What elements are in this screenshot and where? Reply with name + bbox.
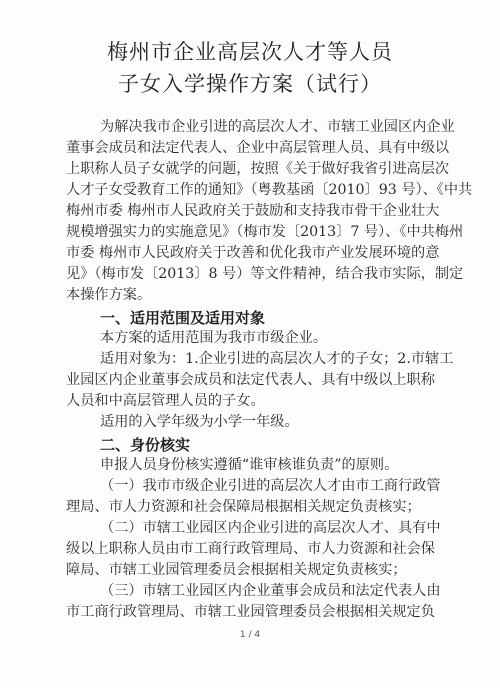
intro-line-6: 规模增强实力的实施意见》（梅市发〔2013〕7 号）、《中共梅州	[66, 224, 464, 240]
intro-line-4: 人才子女受教育工作的通知》（粤教基函〔2010〕93 号）、《中共	[66, 182, 473, 198]
section-1-line-5: 适用的入学年级为小学一年级。	[100, 414, 299, 430]
intro-line-2: 董事会成员和法定代表人、企业中高层管理人员、具有中级以	[66, 140, 450, 156]
intro-line-1: 为解决我市企业引进的高层次人才、市辖工业园区内企业	[100, 119, 455, 135]
section-2-line-3: 理局、市人力资源和社会保障局根据相关规定负责核实；	[66, 499, 421, 515]
section-1-heading: 一、适用范围及适用对象	[100, 309, 266, 327]
section-2-line-2: （一）我市市级企业引进的高层次人才由市工商行政管	[100, 478, 441, 494]
intro-line-7: 市委 梅州市人民政府关于改善和优化我市产业发展环境的意	[66, 245, 440, 261]
section-1-line-2: 适用对象为：1.企业引进的高层次人才的子女；2.市辖工	[100, 351, 454, 367]
section-2-line-8: 市工商行政管理局、市辖工业园管理委员会根据相关规定负	[66, 604, 435, 620]
page-number: 1 / 4	[239, 630, 261, 640]
document-title-line-1: 梅州市企业高层次人才等人员	[107, 40, 393, 64]
section-2-line-1: 申报人员身份核实遵循“谁审核谁负责”的原则。	[100, 457, 399, 473]
section-2-line-7: （三）市辖工业园区内企业董事会成员和法定代表人由	[100, 583, 441, 599]
intro-line-8: 见》（梅市发〔2013〕8 号）等文件精神，结合我市实际，制定	[66, 266, 464, 282]
section-2-line-4: （二）市辖工业园区内企业引进的高层次人才、具有中	[100, 520, 441, 536]
section-1-line-4: 人员和中高层管理人员的子女。	[66, 393, 265, 409]
section-1-line-1: 本方案的适用范围为我市市级企业。	[100, 330, 328, 346]
intro-line-3: 上职称人员子女就学的问题，按照《关于做好我省引进高层次	[66, 161, 450, 177]
document-title-line-2: 子女入学操作方案（试行）	[118, 72, 382, 96]
section-1-line-3: 业园区内企业董事会成员和法定代表人、具有中级以上职称	[66, 372, 435, 388]
section-2-heading: 二、身份核实	[100, 436, 191, 454]
section-2-line-5: 级以上职称人员由市工商行政管理局、市人力资源和社会保	[66, 541, 435, 557]
section-2-line-6: 障局、市辖工业园管理委员会根据相关规定负责核实；	[66, 562, 407, 578]
intro-line-5: 梅州市委 梅州市人民政府关于鼓励和支持我市骨干企业壮大	[66, 203, 440, 219]
intro-line-9: 本操作方案。	[66, 287, 152, 303]
